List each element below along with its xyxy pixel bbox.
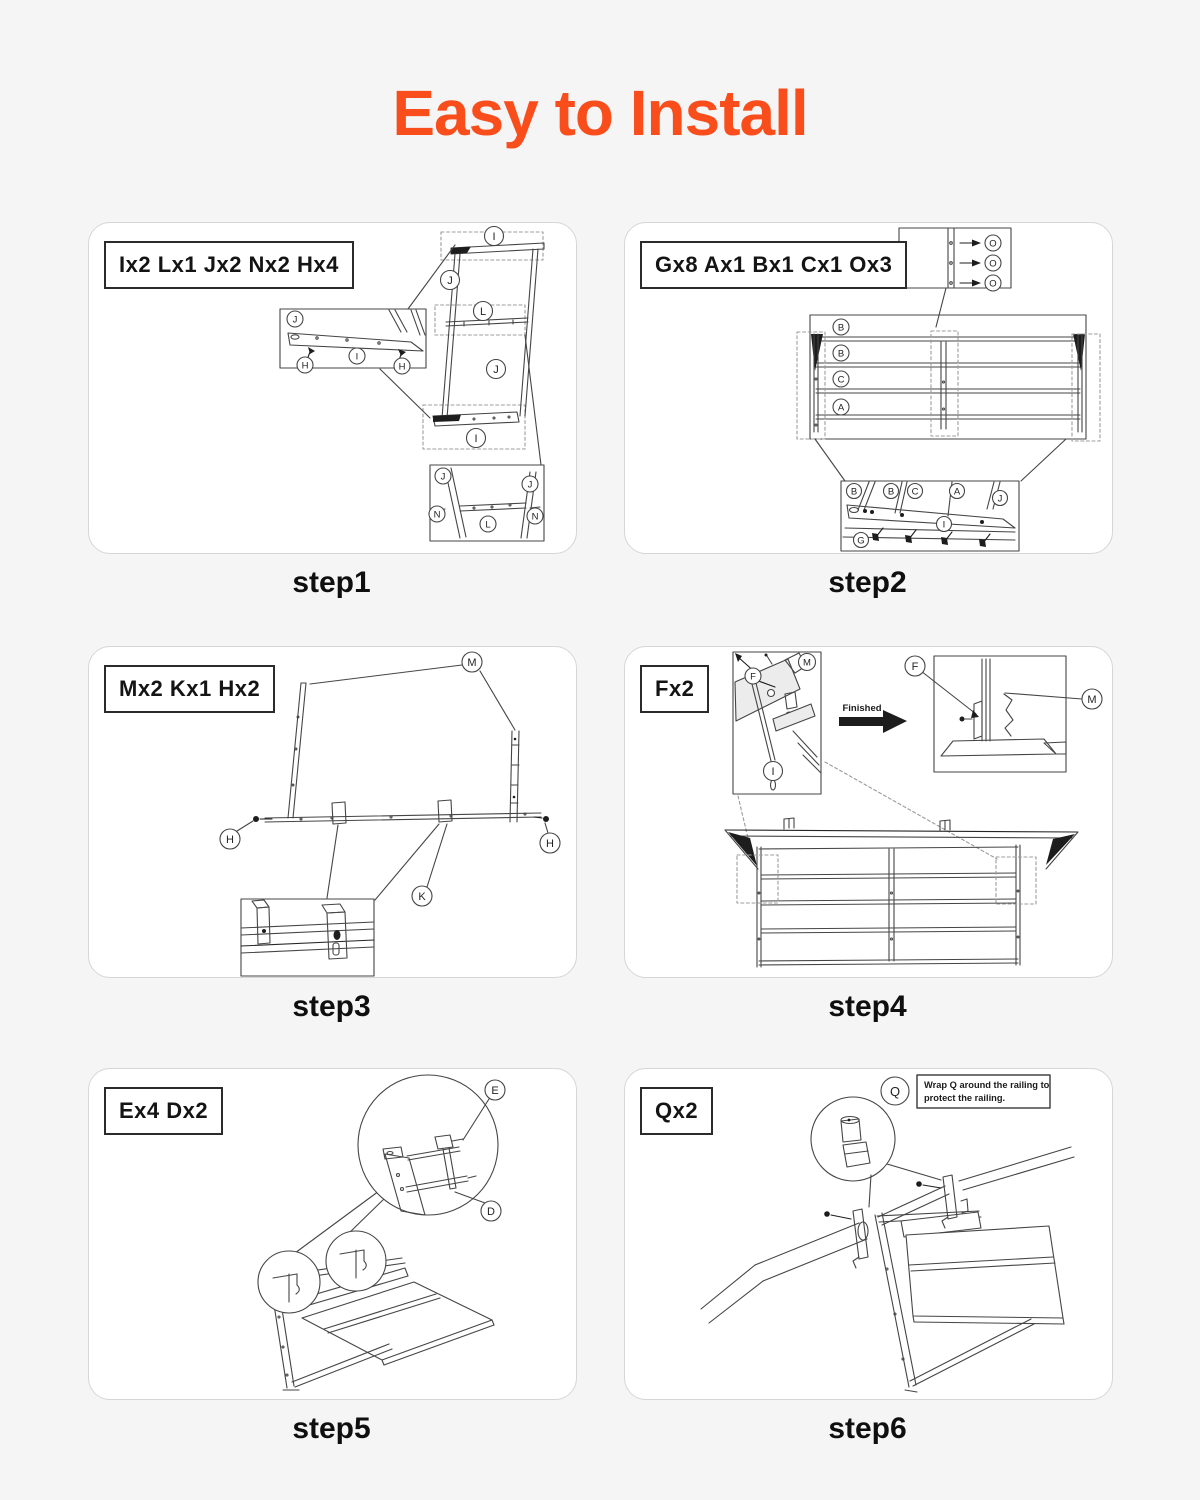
caption-step2: step2 [828,566,907,599]
svg-text:L: L [485,519,491,531]
callout-j-1 [993,491,1008,506]
svg-text:L: L [479,306,487,318]
parts-label-step3: Mx2 Kx1 Hx2 [104,665,275,713]
parts-label-step4: Fx2 [640,665,709,713]
step6-table [875,1211,1064,1392]
callout-h-right [394,358,410,374]
svg-text:O: O [989,278,997,290]
callout-b-2 [833,345,849,361]
step3-bars [237,665,549,900]
callout-j-left [441,271,460,290]
callout-i-bottom [467,429,486,448]
svg-text:I: I [355,351,359,363]
callout-l-bottom [480,516,496,532]
svg-text:E: E [491,1085,499,1097]
callout-e [485,1080,505,1100]
svg-text:D: D [487,1206,495,1218]
callout-i-left [764,762,783,781]
callout-f-left [745,668,761,684]
callout-o-3 [985,275,1001,291]
callout-h-right [540,833,560,853]
svg-text:I: I [942,519,946,531]
svg-text:Wrap Q around the railing to: Wrap Q around the railing to [924,1080,1050,1090]
callout-b-3 [847,484,862,499]
svg-text:J: J [447,275,453,287]
svg-text:I: I [771,766,775,778]
step3-clip-inset [241,899,374,976]
parts-label-step2: Gx8 Ax1 Bx1 Cx1 Ox3 [640,241,907,289]
parts-label-step6: Qx2 [640,1087,713,1135]
step1-frame [380,232,544,465]
step6-foam-detail [811,1097,941,1207]
svg-text:Finished: Finished [842,703,882,714]
callout-i-inset [349,348,365,364]
svg-text:O: O [989,258,997,270]
caption-step5: step5 [292,1412,371,1445]
svg-text:A: A [953,486,961,498]
step2-tabletop [797,315,1100,481]
svg-text:H: H [301,360,309,372]
step5-detail-circle [358,1075,498,1215]
callout-j-inset [287,311,303,327]
callout-k [412,886,432,906]
svg-text:I: I [492,231,496,243]
callout-i-top [485,227,504,246]
callout-o-1 [985,235,1001,251]
svg-text:A: A [837,402,845,414]
callout-h-left [297,357,313,373]
svg-text:M: M [1087,694,1097,706]
callout-a-2 [950,484,965,499]
svg-text:M: M [467,657,477,669]
svg-text:J: J [493,364,499,376]
svg-text:J: J [292,314,298,326]
panel-step3 [88,646,577,978]
callout-j-right [487,360,506,379]
callout-c-2 [908,484,923,499]
callout-g-1 [854,533,869,548]
svg-text:H: H [226,834,234,846]
callout-j2-right [522,476,538,492]
callout-b-1 [833,319,849,335]
callout-a-1 [833,399,849,415]
panel-step4 [624,646,1113,978]
svg-text:G: G [857,535,865,547]
callout-j2-left [435,468,451,484]
svg-text:J: J [527,479,533,491]
svg-text:protect the railing.: protect the railing. [924,1093,1006,1103]
step4-assembly [725,818,1078,967]
panel-step2 [624,222,1113,554]
panel-step6 [624,1068,1113,1400]
svg-text:C: C [911,486,919,498]
svg-text:H: H [398,361,406,373]
callout-f-right [905,656,925,676]
svg-text:J: J [440,471,446,483]
parts-label-step5: Ex4 Dx2 [104,1087,223,1135]
svg-text:B: B [837,348,845,360]
callout-h-left [220,829,240,849]
caption-step3: step3 [292,990,371,1023]
svg-text:N: N [531,511,539,523]
svg-text:F: F [750,671,756,683]
svg-text:F: F [911,661,919,673]
svg-text:B: B [837,322,845,334]
page-title: Easy to Install [392,77,808,149]
caption-step4: step4 [828,990,907,1023]
svg-text:H: H [546,838,554,850]
svg-text:K: K [418,891,426,903]
svg-text:N: N [433,509,441,521]
caption-step1: step1 [292,566,371,599]
svg-text:B: B [850,486,858,498]
step6-note [917,1075,1050,1108]
svg-text:M: M [803,657,811,669]
svg-text:J: J [997,493,1003,505]
svg-text:Q: Q [889,1084,901,1099]
callout-l-mid [474,302,493,321]
callout-m-right [1082,689,1102,709]
svg-text:I: I [474,433,478,445]
caption-step6: step6 [828,1412,907,1445]
callout-n-left [429,506,445,522]
svg-text:B: B [887,486,895,498]
callout-i-1 [937,517,952,532]
callout-m [462,652,482,672]
callout-m-left [799,654,816,671]
step4-right-inset [921,656,1082,772]
callout-o-2 [985,255,1001,271]
callout-b-4 [884,484,899,499]
panel-step1 [88,222,577,554]
parts-label-step1: Ix2 Lx1 Jx2 Nx2 Hx4 [104,241,354,289]
svg-text:O: O [989,238,997,250]
step4-finished-arrow [839,703,907,733]
callout-d [481,1201,501,1221]
callout-q [881,1077,909,1105]
callout-c-1 [833,371,849,387]
callout-n-right [527,508,543,524]
panel-step5 [88,1068,577,1400]
svg-text:C: C [837,374,845,386]
